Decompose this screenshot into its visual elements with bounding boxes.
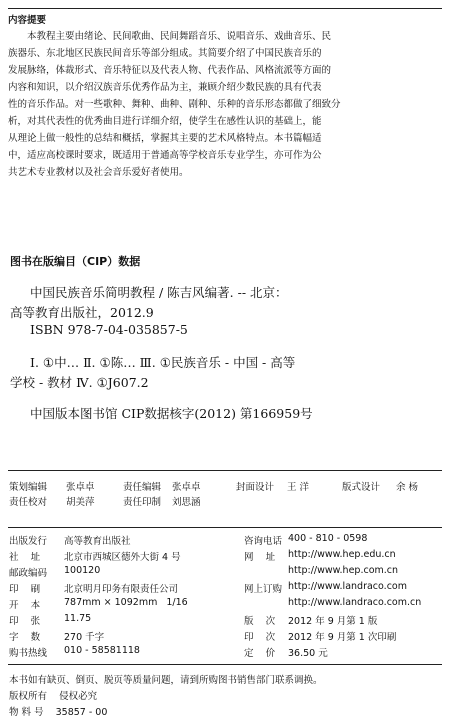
- pub-value: 100120: [64, 565, 101, 576]
- pub-label: 印 刷: [9, 584, 41, 595]
- summary-line: 本教程主要由绪论、民间歌曲、民间舞蹈音乐、说唱音乐、戏曲音乐、民: [27, 31, 332, 42]
- staff-name: 胡美萍: [66, 497, 95, 508]
- summary-line: 析，对其代表性的优秀曲目进行详细介绍，使学生在感性认识的基础上，能: [8, 116, 322, 127]
- pub-value: 36.50 元: [288, 648, 328, 659]
- cip-isbn: ISBN 978-7-04-035857-5: [30, 322, 188, 337]
- summary-line: 发展脉络，体裁形式、音乐特征以及代表人物、代表作品、风格流派等方面的: [8, 65, 332, 76]
- pub-label: 网上订购: [244, 584, 283, 595]
- summary-heading: 内容提要: [8, 15, 47, 26]
- summary-line: 族器乐、东北地区民族民间音乐等部分组成。其简要介绍了中国民族音乐的: [8, 48, 322, 59]
- cip-class-line: 学校 - 教材 Ⅳ. ①J607.2: [10, 375, 149, 390]
- pub-value: 400 - 810 - 0598: [288, 533, 368, 544]
- staff-name: 张卓卓: [172, 482, 201, 493]
- staff-name: 张卓卓: [66, 482, 95, 493]
- top-rule: [8, 8, 442, 9]
- copyright-notice: 版权所有 侵权必究: [9, 691, 98, 702]
- pub-value: 2012 年 9 月第 1 次印刷: [288, 632, 397, 643]
- staff-label: 责任校对: [9, 497, 48, 508]
- summary-line: 内容和知识，以介绍汉族音乐优秀作品为主，兼顾介绍少数民族的具有代表: [8, 82, 322, 93]
- pub-value: 11.75: [64, 613, 92, 624]
- pub-label: 定 价: [244, 648, 276, 659]
- pub-label: 社 址: [9, 552, 41, 563]
- pub-label: 网 址: [244, 552, 276, 563]
- pub-value: http://www.landraco.com.cn: [288, 597, 422, 608]
- summary-line: 从理论上做一般性的总结和概括，掌握其主要的艺术风格特点。本书篇幅适: [8, 133, 322, 144]
- cip-title-line: 中国民族音乐简明教程 / 陈吉风编著. -- 北京：: [30, 285, 288, 300]
- pub-label: 开 本: [9, 600, 41, 611]
- staff-label: 策划编辑: [9, 482, 48, 493]
- material-number: 物 料 号 35857 - 00: [9, 707, 108, 718]
- cip-heading: 图书在版编目（CIP）数据: [10, 255, 141, 268]
- pub-value: 北京市西城区德外大街 4 号: [64, 552, 181, 563]
- summary-line: 性的音乐作品。对一些歌种、舞种、曲种、剧种、乐种的音乐形态都做了细致分: [8, 99, 341, 110]
- staff-name: 王 洋: [287, 482, 310, 493]
- summary-line: 中，适应高校课时要求，既适用于普通高等学校音乐专业学生，亦可作为公: [8, 150, 322, 161]
- pub-value: http://www.hep.com.cn: [288, 565, 399, 576]
- pub-value: 高等教育出版社: [64, 536, 131, 547]
- notice-rule: [8, 664, 442, 665]
- pub-label: 印 次: [244, 632, 276, 643]
- staff-label: 版式设计: [342, 482, 381, 493]
- pub-value: 010 - 58581118: [64, 645, 140, 656]
- summary-body: [8, 28, 442, 181]
- cip-publisher-line: 高等教育出版社，2012.9: [10, 305, 154, 320]
- staff-name: 余 杨: [396, 482, 419, 493]
- summary-line: 共艺术专业教材以及社会音乐爱好者使用。: [8, 167, 189, 178]
- staff-label: 封面设计: [236, 482, 275, 493]
- pub-label: 印 张: [9, 616, 41, 627]
- pub-value: 270 千字: [64, 632, 105, 643]
- pub-value: 2012 年 9 月第 1 版: [288, 616, 378, 627]
- quality-notice: 本书如有缺页、倒页、脱页等质量问题，请到所购图书销售部门联系调换。: [9, 675, 323, 686]
- staff-label: 责任印制: [123, 497, 162, 508]
- staff-rule: [8, 470, 442, 471]
- cip-class-line: Ⅰ. ①中… Ⅱ. ①陈… Ⅲ. ①民族音乐 - 中国 - 高等: [30, 355, 296, 370]
- pub-label: 购书热线: [9, 648, 48, 659]
- staff-label: 责任编辑: [123, 482, 162, 493]
- pub-value: http://www.hep.edu.cn: [288, 549, 396, 560]
- pub-label: 邮政编码: [9, 568, 48, 579]
- pub-label: 字 数: [9, 632, 41, 643]
- pub-value: http://www.landraco.com: [288, 581, 407, 592]
- pub-label: 版 次: [244, 616, 276, 627]
- cip-library-line: 中国版本图书馆 CIP数据核字(2012) 第166959号: [30, 406, 313, 421]
- pub-value: 787mm × 1092mm 1/16: [64, 597, 188, 608]
- staff-name: 刘思涵: [172, 497, 201, 508]
- pub-label: 咨询电话: [244, 536, 283, 547]
- pub-label: 出版发行: [9, 536, 48, 547]
- pub-value: 北京明月印务有限责任公司: [64, 584, 179, 595]
- publication-rule: [8, 527, 442, 528]
